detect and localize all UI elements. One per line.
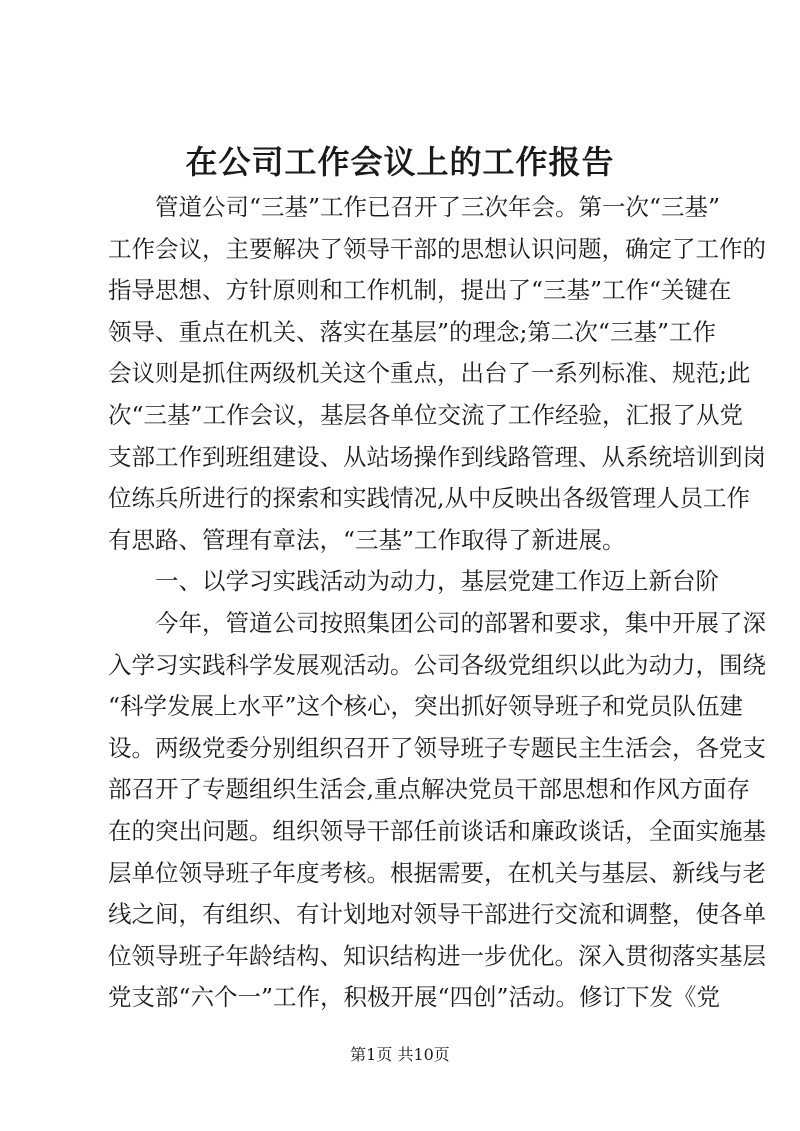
paragraph-line: 今年，管道公司按照集团公司的部署和要求，集中开展了深 <box>155 608 766 637</box>
paragraph-line: 线之间，有组织、有计划地对领导干部进行交流和调整，使各单 <box>108 900 766 929</box>
paragraph-line: 设。两级党委分别组织召开了领导班子专题民主生活会，各党支 <box>108 733 766 762</box>
paragraph-line: 次“三基”工作会议，基层各单位交流了工作经验，汇报了从党 <box>108 400 744 429</box>
paragraph-line: 部召开了专题组织生活会,重点解决党员干部思想和作风方面存 <box>108 775 750 804</box>
page-number-footer: 第1页 共10页 <box>350 1045 450 1064</box>
document-title: 在公司工作会议上的工作报告 <box>185 143 615 181</box>
paragraph-line: 工作会议，主要解决了领导干部的思想认识问题，确定了工作的 <box>108 234 766 263</box>
paragraph-line: 指导思想、方针原则和工作机制，提出了“三基”工作“关键在 <box>108 276 732 305</box>
paragraph-line: 管道公司“三基”工作已召开了三次年会。第一次“三基” <box>155 193 721 221</box>
paragraph-line: 位领导班子年龄结构、知识结构进一步优化。深入贯彻落实基层 <box>108 941 766 970</box>
paragraph-line: 会议则是抓住两级机关这个重点，出台了一系列标准、规范;此 <box>108 359 751 388</box>
paragraph-line: “科学发展上水平”这个核心，突出抓好领导班子和党员队伍建 <box>108 692 744 721</box>
document-body <box>108 187 766 1019</box>
paragraph-line: 在的突出问题。组织领导干部任前谈话和廉政谈话，全面实施基 <box>108 816 766 845</box>
paragraph-line: 领导、重点在机关、落实在基层”的理念;第二次“三基”工作 <box>108 317 716 346</box>
paragraph-line: 有思路、管理有章法，“三基”工作取得了新进展。 <box>108 525 626 554</box>
section-heading: 一、以学习实践活动为动力，基层党建工作迈上新台阶 <box>155 567 719 596</box>
paragraph-line: 层单位领导班子年度考核。根据需要，在机关与基层、新线与老 <box>108 858 766 887</box>
paragraph-line: 位练兵所进行的探索和实践情况,从中反映出各级管理人员工作 <box>108 484 750 513</box>
paragraph-line: 入学习实践科学发展观活动。公司各级党组织以此为动力，围绕 <box>108 650 766 679</box>
paragraph-line: 党支部“六个一”工作，积极开展“四创”活动。修订下发《党 <box>108 983 721 1012</box>
paragraph-line: 支部工作到班组建设、从站场操作到线路管理、从系统培训到岗 <box>108 442 766 471</box>
